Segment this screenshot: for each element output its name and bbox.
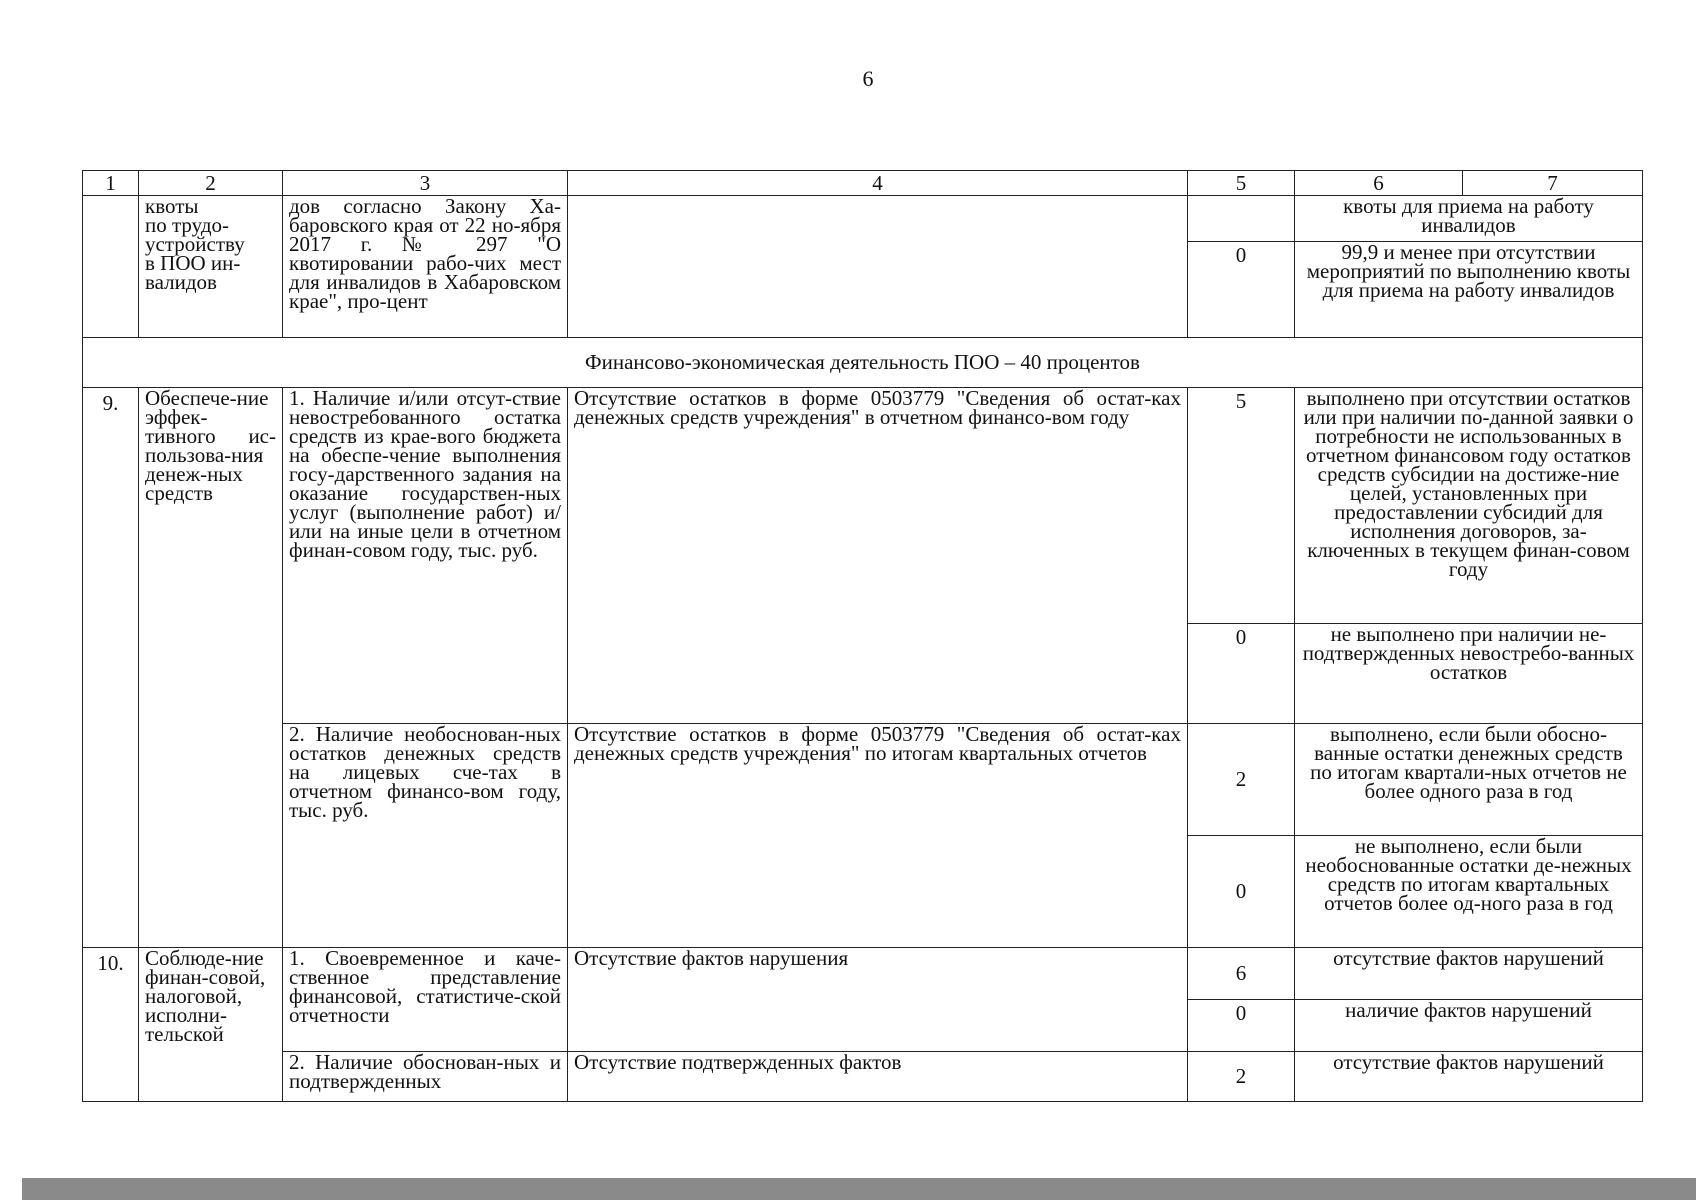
score-cell bbox=[1188, 196, 1295, 242]
score-cell: 6 bbox=[1188, 948, 1295, 1000]
criteria-table bbox=[82, 170, 1643, 1102]
method-cell: Отсутствие остатков в форме 0503779 "Сведения об остат-ках денежных средств учреждения" по итогам квартальных отчетов bbox=[568, 724, 1188, 948]
indicator-cell: 2. Наличие необоснован-ных остатков денежных средств на лицевых сче-тах в отчетном финансо-вом году, тыс. руб. bbox=[283, 724, 568, 948]
criterion-cell: квоты по трудо- устройству в ПОО ин- валидов bbox=[139, 196, 283, 338]
section-title: Финансово-экономическая деятельность ПОО – 40 процентов bbox=[83, 338, 1643, 388]
score-cell: 0 bbox=[1188, 242, 1295, 338]
column-number: 6 bbox=[1295, 171, 1463, 196]
column-number: 3 bbox=[283, 171, 568, 196]
item-number: 9. bbox=[83, 388, 139, 948]
score-description: наличие фактов нарушений bbox=[1295, 1000, 1643, 1052]
score-cell: 2 bbox=[1188, 1052, 1295, 1102]
score-description: 99,9 и менее при отсутствии мероприятий по выполнению квоты для приема на работу инвалидов bbox=[1295, 242, 1643, 338]
scan-edge-bar bbox=[22, 1178, 1696, 1200]
column-number-row bbox=[83, 171, 1643, 196]
table-row bbox=[83, 196, 1643, 242]
score-description: выполнено, если были обосно-ванные остатки денежных средств по итогам квартали-ных отчетов не более одного раза в год bbox=[1295, 724, 1643, 836]
table-row bbox=[83, 388, 1643, 624]
method-cell: Отсутствие фактов нарушения bbox=[568, 948, 1188, 1052]
method-cell: Отсутствие подтвержденных фактов bbox=[568, 1052, 1188, 1102]
section-header-row bbox=[83, 338, 1643, 388]
score-description: не выполнено при наличии не-подтвержденных невостребо-ванных остатков bbox=[1295, 624, 1643, 724]
column-number: 1 bbox=[83, 171, 139, 196]
score-description: отсутствие фактов нарушений bbox=[1295, 1052, 1643, 1102]
criterion-cell: Обеспече-ние эффек-тивного ис-пользова-ния денеж-ных средств bbox=[139, 388, 283, 948]
table-row bbox=[83, 1052, 1643, 1102]
method-cell bbox=[568, 196, 1188, 338]
indicator-cell: дов согласно Закону Ха-баровского края от 22 но-ября 2017 г. № 297 "О квотировании рабо-чих мест для инвалидов в Хабаровском крае", про-цент bbox=[283, 196, 568, 338]
item-number-cell bbox=[83, 196, 139, 338]
item-number: 10. bbox=[83, 948, 139, 1102]
score-cell: 2 bbox=[1188, 724, 1295, 836]
score-description: квоты для приема на работу инвалидов bbox=[1295, 196, 1643, 242]
score-cell: 0 bbox=[1188, 836, 1295, 948]
score-cell: 0 bbox=[1188, 624, 1295, 724]
criterion-cell: Соблюде-ние финан-совой, налоговой, исполни-тельской bbox=[139, 948, 283, 1102]
score-description: отсутствие фактов нарушений bbox=[1295, 948, 1643, 1000]
score-cell: 0 bbox=[1188, 1000, 1295, 1052]
table-row bbox=[83, 724, 1643, 836]
indicator-cell: 1. Наличие и/или отсут-ствие невостребованного остатка средств из крае-вого бюджета на обеспе-чение выполнения госу-дарственного задания на оказание государствен-ных услуг (выполнение работ) и/или на иные цели в отчетном финан-совом году, тыс. руб. bbox=[283, 388, 568, 724]
score-description: не выполнено, если были необоснованные остатки де-нежных средств по итогам квартальных отчетов более од-ного раза в год bbox=[1295, 836, 1643, 948]
indicator-cell: 1. Своевременное и каче-ственное представление финансовой, статистиче-ской отчетности bbox=[283, 948, 568, 1052]
method-cell: Отсутствие остатков в форме 0503779 "Сведения об остат-ках денежных средств учреждения" в отчетном финансо-вом году bbox=[568, 388, 1188, 724]
column-number: 5 bbox=[1188, 171, 1295, 196]
column-number: 4 bbox=[568, 171, 1188, 196]
column-number: 7 bbox=[1463, 171, 1643, 196]
table-row bbox=[83, 948, 1643, 1000]
column-number: 2 bbox=[139, 171, 283, 196]
score-cell: 5 bbox=[1188, 388, 1295, 624]
score-description: выполнено при отсутствии остатков или при наличии по-данной заявки о потребности не использованных в отчетном финансовом году остатков средств субсидии на достиже-ние целей, установленных при предоставлении субсидий для исполнения договоров, за-ключенных в текущем финан-совом году bbox=[1295, 388, 1643, 624]
indicator-cell: 2. Наличие обоснован-ных и подтвержденных bbox=[283, 1052, 568, 1102]
page-number: 6 bbox=[862, 66, 874, 91]
